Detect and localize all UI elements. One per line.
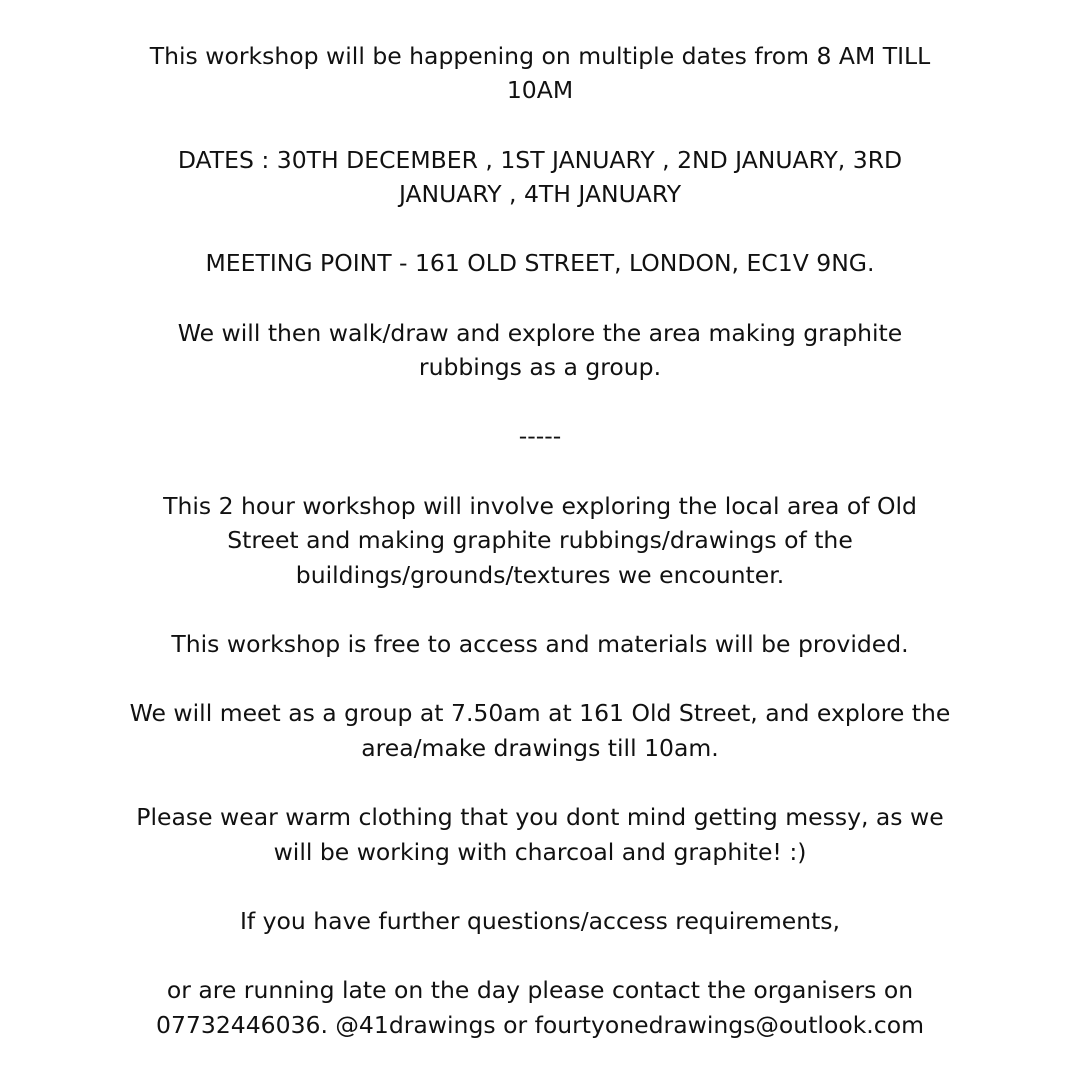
questions-line: If you have further questions/access requirements, <box>239 907 841 935</box>
meet-time-line-2: area/make drawings till 10am. <box>361 734 719 762</box>
explore-line-1: We will then walk/draw and explore the area making graphite <box>177 319 903 347</box>
contact-line-2: 07732446036. @41drawings or fourtyonedrawings@outlook.com <box>156 1011 924 1039</box>
explore-line-2: rubbings as a group. <box>418 353 662 381</box>
description-line-3: buildings/grounds/textures we encounter. <box>295 561 785 589</box>
separator-dashes: ----- <box>518 422 562 450</box>
clothing-line-2: will be working with charcoal and graphite! :) <box>273 838 807 866</box>
contact-line-1: or are running late on the day please contact the organisers on <box>166 976 914 1004</box>
intro-line-1: This workshop will be happening on multiple dates from 8 AM TILL <box>149 42 931 70</box>
meet-time-line-1: We will meet as a group at 7.50am at 161 Old Street, and explore the <box>129 699 951 727</box>
clothing-line-1: Please wear warm clothing that you dont mind getting messy, as we <box>136 803 944 831</box>
dates-line-2: JANUARY , 4TH JANUARY <box>398 180 682 208</box>
description-line-1: This 2 hour workshop will involve exploring the local area of Old <box>163 492 917 520</box>
description-line-2: Street and making graphite rubbings/drawings of the <box>227 526 853 554</box>
dates-line-1: DATES : 30TH DECEMBER , 1ST JANUARY , 2ND JANUARY, 3RD <box>177 146 903 174</box>
meeting-point-line: MEETING POINT - 161 OLD STREET, LONDON, EC1V 9NG. <box>205 249 875 277</box>
free-access-line: This workshop is free to access and materials will be provided. <box>171 630 909 658</box>
intro-line-2: 10AM <box>506 76 574 104</box>
